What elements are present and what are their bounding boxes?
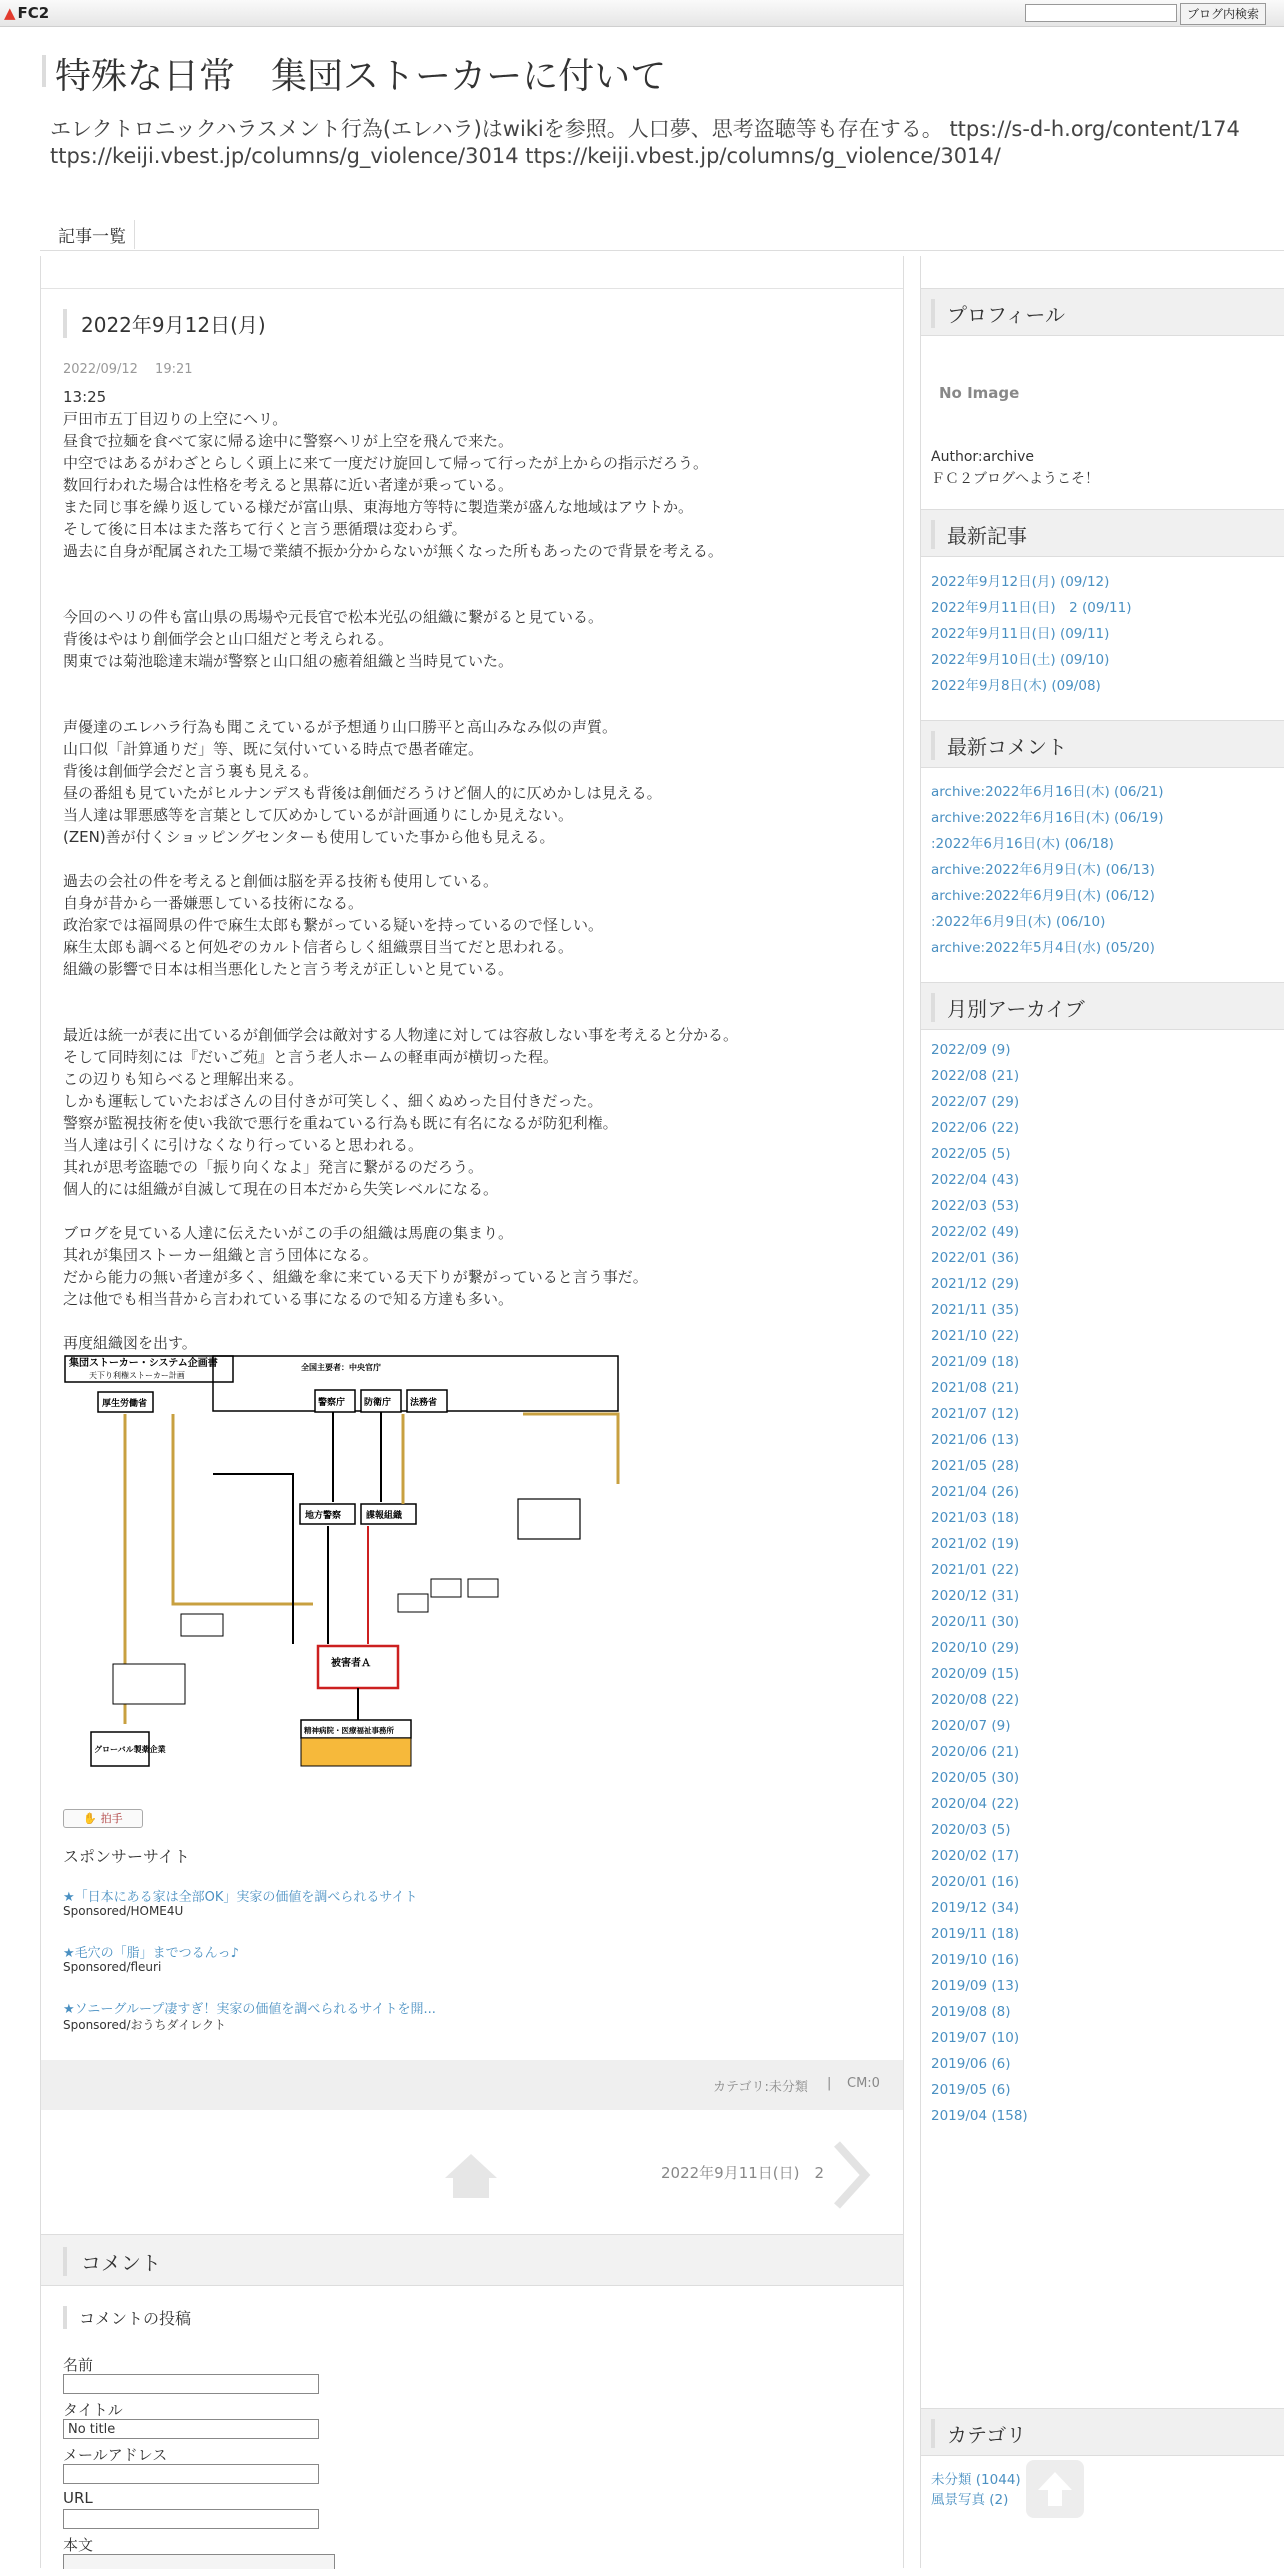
archive-link[interactable]: 2019/04 (158) [931, 2108, 1028, 2124]
box-intelligence-label: 諜報組織 [366, 1511, 403, 1521]
post-navigation [41, 2110, 903, 2230]
sponsor-source-1: Sponsored/HOME4U [63, 1904, 184, 1918]
archive-link[interactable]: 2019/12 (34) [931, 1900, 1020, 1916]
post-comment-count[interactable]: CM:0 [847, 2076, 880, 2091]
archive-link[interactable]: 2021/06 (13) [931, 1432, 1020, 1448]
archive-link[interactable]: 2021/04 (26) [931, 1484, 1020, 1500]
archive-link[interactable]: 2022/09 (9) [931, 1042, 1011, 1058]
sidebar [920, 256, 1284, 2568]
archive-link[interactable]: 2019/07 (10) [931, 2030, 1020, 2046]
archive-link[interactable]: 2022/05 (5) [931, 1146, 1011, 1162]
box-pharma-label: グローバル製薬企業 [94, 1745, 166, 1754]
recent-comments-heading: 最新コメント [931, 731, 1067, 760]
post-category-link[interactable]: カテゴリ:未分類 [713, 2080, 808, 2095]
archive-link[interactable]: 2020/11 (30) [931, 1614, 1020, 1630]
comment-form-title: コメントの投稿 [63, 2306, 191, 2329]
central-agency-label: 全国主要者：中央官庁 [301, 1363, 381, 1372]
archive-link[interactable]: 2020/10 (29) [931, 1640, 1020, 1656]
chevron-right-icon[interactable] [831, 2140, 871, 2210]
sponsor-heading: スポンサーサイト [63, 1847, 190, 1866]
sponsor-source-2: Sponsored/fleuri [63, 1960, 162, 1974]
archive-link[interactable]: 2021/03 (18) [931, 1510, 1020, 1526]
post-date: 2022/09/12 19:21 [63, 362, 193, 377]
body-label: 本文 [63, 2536, 94, 2554]
archive-link[interactable]: 2022/01 (36) [931, 1250, 1020, 1266]
chart-title: 集団ストーカー・システム企画書 [69, 1358, 218, 1369]
archive-link[interactable]: 2021/02 (19) [931, 1536, 1020, 1552]
box-psych-hospital-label: 精神病院・医療福祉事務所 [304, 1726, 394, 1735]
archive-link[interactable]: 2020/03 (5) [931, 1822, 1011, 1838]
sponsor-link-3[interactable]: ★ソニーグループ凄すぎ！実家の価値を調べられるサイトを開... [63, 2002, 436, 2017]
box-local-admin [518, 1499, 580, 1539]
archive-link[interactable]: 2022/03 (53) [931, 1198, 1020, 1214]
author-welcome: ＦＣ２ブログへようこそ！ [931, 471, 1099, 487]
post-footer-separator: | [827, 2076, 832, 2091]
recent-posts-header [921, 509, 1284, 557]
email-label: メールアドレス [63, 2446, 168, 2464]
box-defense-label: 防衛庁 [364, 1398, 392, 1408]
blog-description: エレクトロニックハラスメント行為(エレハラ)はwikiを参照。人口夢、思考盗聴等も存在する。 ttps://s-d-h.org/content/174 ttps://keiji.vbest.jp/columns/g_violence/3014 ttps://keiji.vbest.jp/columns/g_violence/3014/ [50, 117, 1240, 168]
fc2-logo[interactable] [4, 4, 49, 22]
archive-link[interactable]: 2020/02 (17) [931, 1848, 1020, 1864]
recent-post-4[interactable]: 2022年9月10日(土) (09/10) [931, 652, 1110, 668]
archive-link[interactable]: 2019/06 (6) [931, 2056, 1011, 2072]
main-column [40, 256, 904, 2568]
archive-link[interactable]: 2019/09 (13) [931, 1978, 1020, 1994]
profile-author [931, 446, 1099, 490]
category-heading: カテゴリ [931, 2419, 1026, 2448]
archive-link[interactable]: 2020/12 (31) [931, 1588, 1020, 1604]
sponsor-source-3: Sponsored/おうちダイレクト [63, 2018, 227, 2032]
clap-label: 拍手 [100, 1812, 123, 1825]
recent-comment-1[interactable]: archive:2022年6月16日(木) (06/21) [931, 784, 1164, 800]
title-input[interactable]: No title [63, 2419, 319, 2439]
home-icon[interactable] [441, 2150, 501, 2200]
blog-search-input[interactable] [1025, 4, 1177, 22]
clap-button[interactable] [63, 1809, 143, 1828]
arrow-up-icon [1026, 2460, 1084, 2518]
archive-link[interactable]: 2022/02 (49) [931, 1224, 1020, 1240]
category-uncategorized[interactable]: 未分類 (1044) [931, 2472, 1021, 2488]
archive-link[interactable]: 2019/10 (16) [931, 1952, 1020, 1968]
comment-section-header [41, 2234, 903, 2286]
profile-no-image: No Image [939, 384, 1020, 402]
profile-heading: プロフィール [931, 299, 1065, 328]
archive-link[interactable]: 2020/04 (22) [931, 1796, 1020, 1812]
archive-link[interactable]: 2019/05 (6) [931, 2082, 1011, 2098]
archive-link[interactable]: 2021/05 (28) [931, 1458, 1020, 1474]
organization-chart-image[interactable] [63, 1354, 623, 1774]
archive-link[interactable]: 2020/06 (21) [931, 1744, 1020, 1760]
fc2-toolbar [0, 0, 1284, 27]
category-landscape-photos[interactable]: 風景写真 (2) [931, 2492, 1009, 2508]
recent-comment-5[interactable]: archive:2022年6月9日(木) (06/12) [931, 888, 1155, 904]
archive-heading: 月別アーカイブ [931, 993, 1085, 1022]
blog-search-button[interactable]: ブログ内検索 [1180, 3, 1266, 25]
archive-link[interactable]: 2021/08 (21) [931, 1380, 1020, 1396]
archive-header [921, 982, 1284, 1030]
author-name: Author:archive [931, 449, 1034, 465]
post-body: 13:25 戸田市五丁目辺りの上空にヘリ。 昼食で拉麺を食べて家に帰る途中に警察ヘリが上空を飛んで来た。 中空ではあるがわざとらしく頭上に来て一度だけ旋回して帰って行ったが上からの指示だろう。 数回行われた場合は性格を考えると黒幕に近い者達が乗っている。 また同じ事を繰り返している様だが富山県、東海地方等特に製造業が盛んな地域はアウトか。 そして後に日本はまた落ちて行くと言う悪循環は変わらず。 過去に自身が配属された工場で業績不振か分からないが無くなった所もあったので背景を考える。 今回のヘリの件も富山県の馬場や元長官で松本光弘の組織に繋がると見ている。 背後はやはり創価学会と山口組だと考えられる。 関東では菊池聡達末端が警察と山口組の癒着組織と当時見ていた。 声優達のエレハラ行為も聞こえているが予想通り山口勝平と高山みなみ似の声質。 山口似「計算通りだ」等、既に気付いている時点で愚者確定。 背後は創価学会だと言う裏も見える。 昼の番組も見ていたがヒルナンデスも背後は創価だろうけど個人的に仄めかしは見える。 当人達は罪悪感等を言葉として仄めかしているが計画通りにしか見えない。 (ZEN)善が付くショッピングセンターも使用していた事から他も見える。 過去の会社の件を考えると創価は脳を弄る技術も使用している。 自身が昔から一番嫌悪している技術になる。 政治家では福岡県の件で麻生太郎も繋がっている疑いを持っているので怪しい。 麻生太郎も調べると何処ぞのカルト信者らしく組織票目当てだと思われる。 組織の影響で日本は相当悪化したと言う考えが正しいと見ている。 最近は統一が表に出ているが創価学会は敵対する人物達に対しては容赦しない事を考えると分かる。 そして同時刻には『だいご苑』と言う老人ホームの軽車両が横切った程。 この辺りも知らべると理解出来る。 しかも運転していたおばさんの目付きが可笑しく、細くぬめった目付きだった。 警察が監視技術を使い我欲で悪行を重ねている行為も既に有名になるが防犯利権。 当人達は引くに引けなくなり行っていると思われる。 其れが思考盗聴での「振り向くなよ」発言に繋がるのだろう。 個人的には組織が自滅して現在の日本だから失笑レベルになる。 ブログを見ている人達に伝えたいがこの手の組織は馬鹿の集まり。 其れが集団ストーカー組織と言う団体になる。 だから能力の無い者達が多く、組織を傘に来ている天下りが繋がっていると言う事だ。 之は他でも相当昔から言われている事になるので知る方達も多い。 再度組織図を出す。 [63, 388, 739, 1352]
box-psych-note [301, 1738, 411, 1766]
recent-comment-7[interactable]: archive:2022年5月4日(水) (05/20) [931, 940, 1155, 956]
category-header [921, 2408, 1284, 2456]
box-aviation [398, 1594, 428, 1612]
archive-link[interactable]: 2020/09 (15) [931, 1666, 1020, 1682]
archive-link[interactable]: 2022/07 (29) [931, 1094, 1020, 1110]
chart-subtitle: 天下り利権ストーカー計画 [89, 1371, 185, 1380]
recent-post-1[interactable]: 2022年9月12日(月) (09/12) [931, 574, 1110, 590]
archive-link[interactable]: 2021/01 (22) [931, 1562, 1020, 1578]
prev-post-link[interactable]: 2022年9月11日(日) 2 [661, 2164, 825, 2182]
nav-divider [40, 250, 1284, 251]
archive-link[interactable]: 2022/06 (22) [931, 1120, 1020, 1136]
archive-link[interactable]: 2021/09 (18) [931, 1354, 1020, 1370]
box-yakuza [468, 1579, 498, 1597]
archive-link[interactable]: 2020/05 (30) [931, 1770, 1020, 1786]
title-accent [42, 55, 46, 87]
box-justice-label: 法務省 [410, 1398, 438, 1408]
recent-comment-4[interactable]: archive:2022年6月9日(木) (06/13) [931, 862, 1155, 878]
box-phone-co [431, 1579, 461, 1597]
editor-toolbar[interactable] [63, 2554, 335, 2569]
box-local-police-label: 地方警察 [305, 1511, 342, 1521]
main-top-divider [41, 288, 903, 289]
sponsor-link-1[interactable]: ★「日本にある家は全部OK」実家の価値を調べられるサイト [63, 1890, 418, 1905]
archive-link[interactable]: 2021/12 (29) [931, 1276, 1020, 1292]
blog-title[interactable]: 特殊な日常 集団ストーカーに付いて [55, 56, 667, 97]
url-input[interactable] [63, 2509, 319, 2529]
archive-link[interactable]: 2020/01 (16) [931, 1874, 1020, 1890]
profile-header [921, 288, 1284, 336]
fc2-logo-text: FC2 [17, 4, 50, 22]
box-mhlw-label: 厚生労働省 [102, 1399, 148, 1409]
recent-comment-2[interactable]: archive:2022年6月16日(木) (06/19) [931, 810, 1164, 826]
archive-link[interactable]: 2019/08 (8) [931, 2004, 1011, 2020]
archive-link[interactable]: 2021/11 (35) [931, 1302, 1020, 1318]
url-label: URL [63, 2489, 93, 2507]
post-footer-bar [41, 2060, 903, 2110]
archive-link[interactable]: 2019/11 (18) [931, 1926, 1020, 1942]
recent-posts-heading: 最新記事 [931, 520, 1027, 549]
sponsor-link-2[interactable]: ★毛穴の「脂」までつるんっ♪ [63, 1946, 239, 1961]
back-to-top-button[interactable] [1026, 2460, 1084, 2518]
recent-post-3[interactable]: 2022年9月11日(日) (09/11) [931, 626, 1110, 642]
archive-link[interactable]: 2022/04 (43) [931, 1172, 1020, 1188]
box-npa-label: 警察庁 [318, 1398, 346, 1408]
archive-link[interactable]: 2020/07 (9) [931, 1718, 1011, 1734]
post-title[interactable]: 2022年9月12日(月) [63, 309, 266, 338]
recent-post-5[interactable]: 2022年9月8日(木) (09/08) [931, 678, 1101, 694]
box-clinic [181, 1614, 223, 1636]
box-media [113, 1664, 185, 1704]
archive-link[interactable]: 2021/10 (22) [931, 1328, 1020, 1344]
clap-icon: ✋ [83, 1812, 98, 1825]
recent-comments-header [921, 720, 1284, 768]
recent-comment-6[interactable]: :2022年6月9日(木) (06/10) [931, 914, 1106, 930]
recent-post-2[interactable]: 2022年9月11日(日) 2 (09/11) [931, 600, 1132, 616]
name-label: 名前 [63, 2356, 94, 2374]
nav-tab-article-list[interactable]: 記事一覧 [50, 220, 135, 249]
title-label: タイトル [63, 2401, 123, 2419]
email-input[interactable] [63, 2464, 319, 2484]
name-input[interactable] [63, 2374, 319, 2394]
flame-icon: ▲ [4, 4, 16, 22]
chart-background [63, 1354, 623, 1774]
recent-comment-3[interactable]: :2022年6月16日(木) (06/18) [931, 836, 1114, 852]
archive-link[interactable]: 2021/07 (12) [931, 1406, 1020, 1422]
comment-heading: コメント [63, 2247, 161, 2276]
archive-link[interactable]: 2020/08 (22) [931, 1692, 1020, 1708]
archive-link[interactable]: 2022/08 (21) [931, 1068, 1020, 1084]
box-victim-label: 被害者Ａ [331, 1658, 371, 1669]
